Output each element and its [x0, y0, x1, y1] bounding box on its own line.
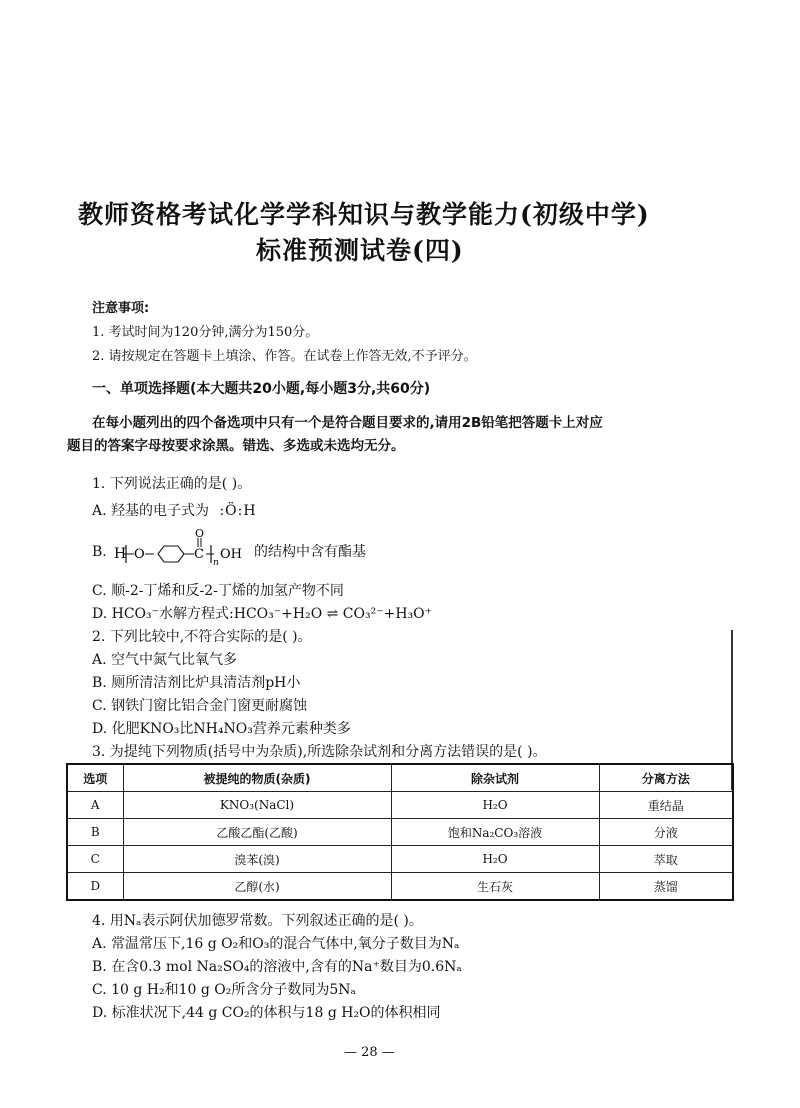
q3-options-table — [66, 763, 734, 901]
table-header-option: 选项 — [67, 764, 123, 792]
table-cell: H₂O — [391, 792, 599, 819]
q1-option-a-text: A. 羟基的电子式为 — [92, 503, 210, 519]
svg-text:n: n — [213, 558, 219, 568]
svg-text:O: O — [134, 547, 145, 562]
table-cell: 萃取 — [599, 846, 733, 873]
q4-option-b: B. 在含0.3 mol Na₂SO₄的溶液中,含有的Na⁺数目为0.6Nₐ — [92, 959, 462, 975]
table-cell: KNO₃(NaCl) — [123, 792, 391, 819]
q2-option-a: A. 空气中氮气比氧气多 — [92, 652, 238, 668]
svg-text:OH: OH — [220, 547, 242, 562]
svg-text:C: C — [194, 547, 204, 562]
table-cell: 重结晶 — [599, 792, 733, 819]
table-row — [67, 873, 733, 901]
table-cell: H₂O — [391, 846, 599, 873]
table-cell: D — [67, 873, 123, 901]
table-header-row — [67, 764, 733, 792]
notice-item-1: 1. 考试时间为120分钟,满分为150分。 — [92, 325, 319, 340]
page-number: — 28 — — [344, 1045, 395, 1060]
page-subtitle: 标准预测试卷(四) — [256, 236, 464, 265]
table-row — [67, 792, 733, 819]
q2-stem: 2. 下列比较中,不符合实际的是( )。 — [92, 629, 312, 645]
table-cell: 蒸馏 — [599, 873, 733, 901]
section-heading: 一、单项选择题(本大题共20小题,每小题3分,共60分) — [92, 381, 431, 397]
table-cell: 乙酸乙酯(乙酸) — [123, 819, 391, 846]
section-instruction-line1: 在每小题列出的四个备选项中只有一个是符合题目要求的,请用2B铅笔把答题卡上对应 — [92, 415, 603, 431]
q3-stem: 3. 为提纯下列物质(括号中为杂质),所选除杂试剂和分离方法错误的是( )。 — [92, 744, 547, 760]
table-cell: C — [67, 846, 123, 873]
q4-stem: 4. 用Nₐ表示阿伏加德罗常数。下列叙述正确的是( )。 — [92, 913, 423, 929]
table-cell: 饱和Na₂CO₃溶液 — [391, 819, 599, 846]
q1-option-d: D. HCO₃⁻水解方程式:HCO₃⁻+H₂O ⇌ CO₃²⁻+H₃O⁺ — [92, 606, 433, 622]
table-cell: 生石灰 — [391, 873, 599, 901]
notice-heading: 注意事项: — [92, 301, 150, 316]
q2-option-b: B. 厕所清洁剂比炉具清洁剂pH小 — [92, 675, 301, 691]
q4-option-a: A. 常温常压下,16 g O₂和O₃的混合气体中,氧分子数目为Nₐ — [92, 936, 460, 952]
q1-option-b-text: 的结构中含有酯基 — [254, 544, 366, 560]
q2-option-c: C. 钢铁门窗比铝合金门窗更耐腐蚀 — [92, 698, 308, 714]
table-cell: 乙醇(水) — [123, 873, 391, 901]
table-cell: 分液 — [599, 819, 733, 846]
table-cell: A — [67, 792, 123, 819]
page-title: 教师资格考试化学学科知识与教学能力(初级中学) — [78, 200, 650, 229]
q1-polyester-structure-diagram — [110, 527, 260, 569]
section-instruction-line2: 题目的答案字母按要求涂黑。错选、多选或未选均无分。 — [67, 438, 405, 454]
q2-option-d: D. 化肥KNO₃比NH₄NO₃营养元素种类多 — [92, 721, 351, 737]
q4-option-d: D. 标准状况下,44 g CO₂的体积与18 g H₂O的体积相同 — [92, 1005, 441, 1021]
q1-option-a — [92, 500, 257, 520]
q1-option-c: C. 顺-2-丁烯和反-2-丁烯的加氢产物不同 — [92, 583, 344, 599]
table-row — [67, 819, 733, 846]
table-cell: 溴苯(溴) — [123, 846, 391, 873]
table-cell: B — [67, 819, 123, 846]
q1-stem: 1. 下列说法正确的是( )。 — [92, 476, 252, 492]
table-row — [67, 846, 733, 873]
table-header-reagent: 除杂试剂 — [391, 764, 599, 792]
q1-option-a-formula: :Ö:H — [219, 503, 257, 519]
svg-text:H: H — [114, 546, 127, 562]
notice-item-2: 2. 请按规定在答题卡上填涂、作答。在试卷上作答无效,不予评分。 — [92, 349, 477, 364]
svg-text:O: O — [195, 527, 205, 540]
table-header-method: 分离方法 — [599, 764, 733, 792]
q1-option-b-label: B. — [92, 544, 107, 560]
q4-option-c: C. 10 g H₂和10 g O₂所含分子数同为5Nₐ — [92, 982, 356, 998]
table-header-substance: 被提纯的物质(杂质) — [123, 764, 391, 792]
